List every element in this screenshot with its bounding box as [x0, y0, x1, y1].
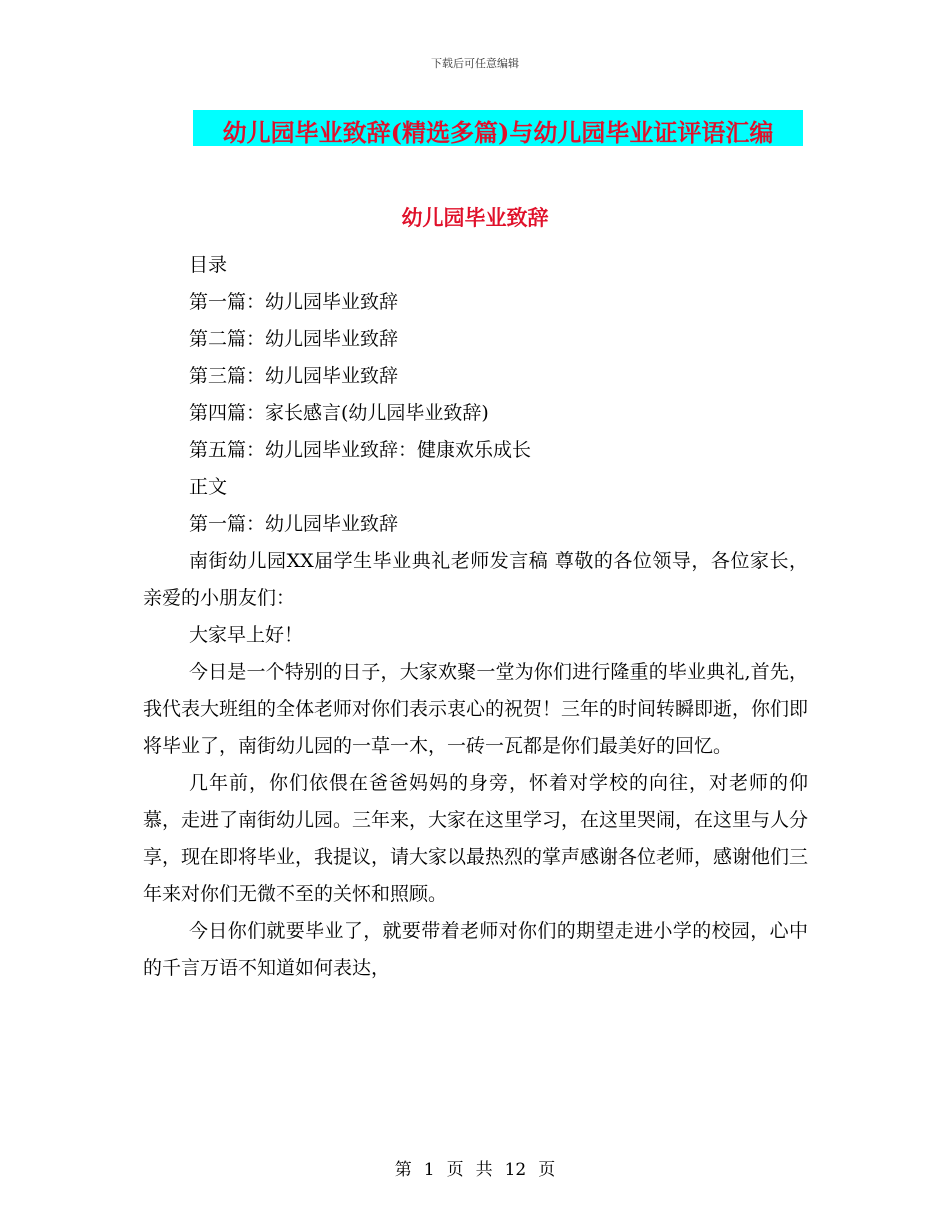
document-body	[143, 247, 808, 987]
main-title: 幼儿园毕业致辞(精选多篇)与幼儿园毕业证评语汇编	[222, 118, 774, 147]
footer-page-word: 页	[446, 1160, 464, 1180]
paragraph: 今日你们就要毕业了，就要带着老师对你们的期望走进小学的校园，心中的千言万语不知道如何表达，	[143, 920, 808, 979]
toc-item: 第五篇：幼儿园毕业致辞：健康欢乐成长	[189, 439, 532, 461]
toc-item: 第一篇：幼儿园毕业致辞	[189, 291, 399, 313]
toc-heading: 目录	[189, 254, 228, 276]
paragraph: 大家早上好！	[189, 624, 304, 646]
footer-total-word: 共	[475, 1160, 493, 1180]
footer-prefix: 第	[394, 1160, 412, 1180]
section-title: 第一篇：幼儿园毕业致辞	[189, 513, 399, 535]
toc-item: 第二篇：幼儿园毕业致辞	[189, 328, 399, 350]
footer-current-page: 1	[423, 1160, 435, 1180]
header-note: 下载后可任意编辑	[431, 57, 519, 70]
paragraph: 南街幼儿园XX届学生毕业典礼老师发言稿 尊敬的各位领导，各位家长，亲爱的小朋友们：	[143, 550, 808, 609]
paragraph: 今日是一个特别的日子，大家欢聚一堂为你们进行隆重的毕业典礼,首先，我代表大班组的全体老师对你们表示衷心的祝贺！三年的时间转瞬即逝，你们即将毕业了，南街幼儿园的一草一木，一砖一瓦都是你们最美好的回忆。	[143, 661, 809, 757]
sub-title: 幼儿园毕业致辞	[401, 205, 549, 230]
footer-suffix: 页	[538, 1160, 556, 1180]
main-title-highlight	[193, 110, 803, 146]
page-footer	[0, 1155, 950, 1180]
body-heading: 正文	[189, 476, 228, 498]
paragraph: 几年前，你们依偎在爸爸妈妈的身旁，怀着对学校的向往，对老师的仰慕，走进了南街幼儿园。三年来，大家在这里学习，在这里哭闹，在这里与人分享，现在即将毕业，我提议，请大家以最热烈的掌声感谢各位老师，感谢他们三年来对你们无微不至的关怀和照顾。	[143, 772, 809, 905]
toc-item: 第四篇：家长感言(幼儿园毕业致辞)	[189, 402, 489, 424]
toc-item: 第三篇：幼儿园毕业致辞	[189, 365, 399, 387]
footer-total-pages: 12	[504, 1160, 527, 1180]
